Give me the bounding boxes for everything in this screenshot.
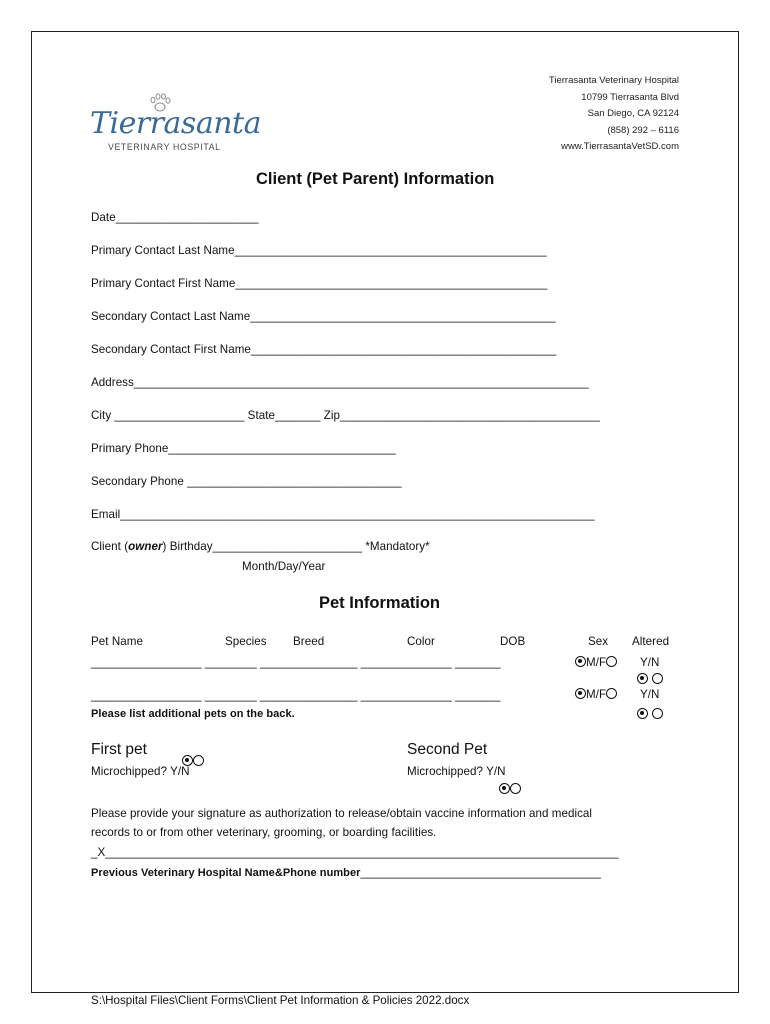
altered-no-radio[interactable]	[652, 708, 663, 719]
logo-wordmark: Tierrasanta	[90, 106, 261, 141]
email-field[interactable]: Email_________________________________________________________________________	[91, 508, 595, 521]
secondary-last-name-field[interactable]: Secondary Contact Last Name_______________________________________________	[91, 310, 556, 323]
second-pet-chip-no-radio[interactable]	[510, 783, 521, 794]
date-field[interactable]: Date______________________	[91, 211, 259, 224]
first-pet-chip-no-radio[interactable]	[193, 755, 204, 766]
pet-row-1-sex[interactable]	[575, 656, 617, 669]
sex-female-radio[interactable]	[606, 688, 617, 699]
second-pet-microchip-radios[interactable]	[499, 780, 521, 798]
header-sex: Sex	[588, 635, 609, 648]
birthday-suffix: ) Birthday_______________________ *Mandatory*	[162, 540, 430, 553]
primary-phone-field[interactable]: Primary Phone___________________________________	[91, 442, 396, 455]
altered-no-radio[interactable]	[652, 673, 663, 684]
previous-hospital-line: _____________________________________	[360, 866, 601, 879]
previous-hospital-field[interactable]	[91, 866, 601, 879]
header-dob: DOB	[500, 635, 526, 648]
microchip-yn: Y/N	[170, 765, 190, 778]
sex-female-radio[interactable]	[606, 656, 617, 667]
additional-pets-note: Please list additional pets on the back.	[91, 708, 295, 720]
microchip-label: Microchipped?	[407, 765, 484, 778]
header-color: Color	[407, 635, 435, 648]
previous-hospital-label: Previous Veterinary Hospital Name&Phone number	[91, 867, 361, 879]
first-pet-microchip-question	[91, 765, 190, 778]
pet-row-1-fields[interactable]: _________________ ________ _______________ ______________ _______	[91, 656, 501, 669]
pet-row-2-fields[interactable]: _________________ ________ _______________ ______________ _______	[91, 689, 501, 702]
pet-row-1-altered-label: Y/N	[640, 656, 660, 669]
client-section-title: Client (Pet Parent) Information	[256, 170, 495, 188]
sex-male-radio[interactable]	[575, 688, 586, 699]
document-path-footer: S:\Hospital Files\Client Forms\Client Pet Information & Policies 2022.docx	[91, 994, 470, 1007]
primary-last-name-field[interactable]: Primary Contact Last Name________________________________________________	[91, 244, 547, 257]
sex-male-radio[interactable]	[575, 656, 586, 667]
hospital-logo	[90, 92, 261, 154]
hospital-phone: (858) 292 – 6116	[607, 125, 679, 136]
hospital-city: San Diego, CA 92124	[587, 108, 679, 119]
sex-label: M/F	[586, 688, 607, 701]
city-state-zip-field[interactable]: City ____________________ State_______ Zip________________________________________	[91, 409, 600, 422]
birthday-field[interactable]	[91, 540, 430, 553]
logo-subtitle: VETERINARY HOSPITAL	[108, 142, 221, 152]
sex-label: M/F	[586, 656, 607, 669]
pet-row-2-altered-label: Y/N	[640, 688, 660, 701]
signature-field[interactable]: _X_______________________________________________________________________________	[91, 846, 619, 859]
pet-row-2-altered-radios[interactable]	[637, 705, 663, 723]
authorization-text-line-1: Please provide your signature as authorization to release/obtain vaccine information and medical	[91, 807, 593, 820]
primary-first-name-field[interactable]: Primary Contact First Name________________________________________________	[91, 277, 548, 290]
altered-yes-radio[interactable]	[637, 708, 648, 719]
pet-section-title: Pet Information	[319, 594, 441, 612]
birthday-owner-emphasis: owner	[128, 540, 163, 553]
header-breed: Breed	[293, 635, 325, 648]
secondary-first-name-field[interactable]: Secondary Contact First Name_______________________________________________	[91, 343, 557, 356]
microchip-label: Microchipped?	[91, 765, 168, 778]
hospital-website: www.TierrasantaVetSD.com	[561, 141, 679, 152]
pet-row-2-sex[interactable]	[575, 688, 617, 701]
first-pet-title: First pet	[91, 741, 147, 758]
authorization-text-line-2: records to or from other veterinary, grooming, or boarding facilities.	[91, 826, 437, 839]
birthday-prefix: Client (	[91, 540, 129, 553]
second-pet-microchip-question	[407, 765, 506, 778]
hospital-name: Tierrasanta Veterinary Hospital	[548, 75, 679, 86]
secondary-phone-field[interactable]: Secondary Phone _________________________________	[91, 475, 402, 488]
header-altered: Altered	[632, 635, 670, 648]
altered-yes-radio[interactable]	[637, 673, 648, 684]
second-pet-title: Second Pet	[407, 741, 488, 758]
pet-row-1-altered-radios[interactable]	[637, 670, 663, 688]
address-field[interactable]: Address______________________________________________________________________	[91, 376, 589, 389]
header-species: Species	[225, 635, 267, 648]
header-pet-name: Pet Name	[91, 635, 143, 648]
birthday-format-hint: Month/Day/Year	[242, 560, 326, 573]
hospital-street: 10799 Tierrasanta Blvd	[581, 92, 679, 103]
second-pet-chip-yes-radio[interactable]	[499, 783, 510, 794]
microchip-yn: Y/N	[486, 765, 506, 778]
